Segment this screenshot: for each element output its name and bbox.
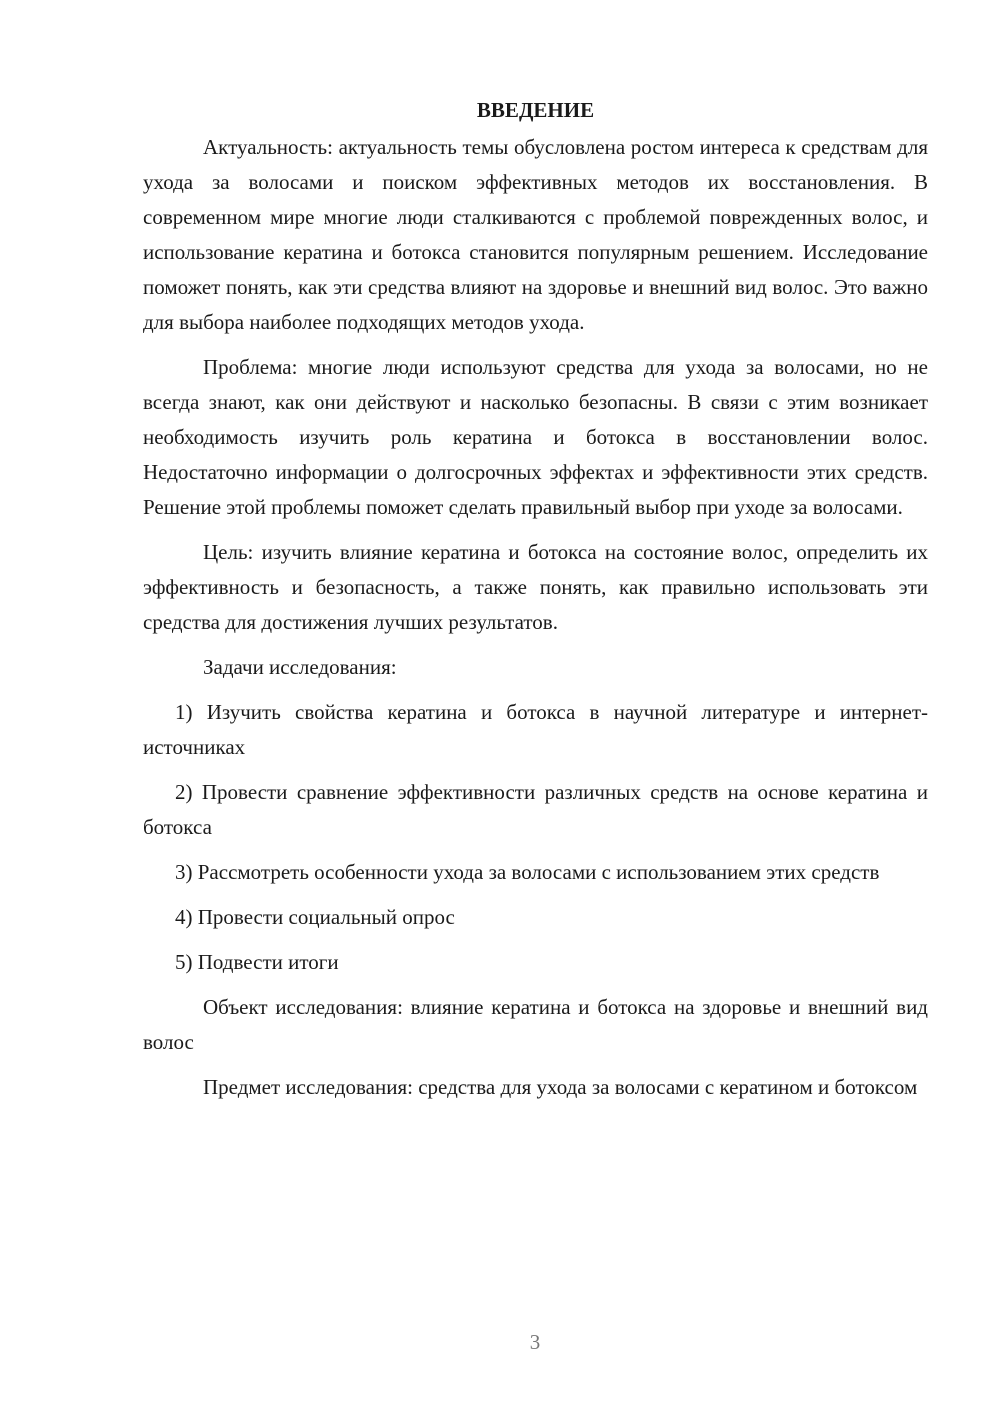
page-number: 3: [529, 1330, 541, 1354]
task-item: 2) Провести сравнение эффективности различных средств на основе кератина и ботокса: [143, 780, 928, 839]
task-item: 1) Изучить свойства кератина и ботокса в научной литературе и интернет-источниках: [143, 700, 928, 759]
paragraph-goal: Цель: изучить влияние кератина и ботокса на состояние волос, определить их эффективность и безопасность, а также понять, как правильно использовать эти средства для достижения лучших результатов.: [143, 540, 928, 634]
section-title: ВВЕДЕНИЕ: [476, 98, 595, 122]
paragraph-subject: Предмет исследования: средства для ухода за волосами с кератином и ботоксом: [203, 1075, 918, 1099]
paragraph-problem: Проблема: многие люди используют средства для ухода за волосами, но не всегда знают, как они действуют и насколько безопасны. В связи с этим возникает необходимость изучить роль кератина и ботокса в восстановлении волос. Недостаточно информации о долгосрочных эффектах и эффективности этих средств. Решение этой проблемы поможет сделать правильный выбор при уходе за волосами.: [143, 355, 928, 519]
task-item: 5) Подвести итоги: [175, 950, 339, 974]
paragraph-relevance: Актуальность: актуальность темы обусловлена ростом интереса к средствам для ухода за волосами и поиском эффективных методов их восстановления. В современном мире многие люди сталкиваются с проблемой поврежденных волос, и использование кератина и ботокса становится популярным решением. Исследование поможет понять, как эти средства влияют на здоровье и внешний вид волос. Это важно для выбора наиболее подходящих методов ухода.: [143, 135, 928, 334]
paragraph-object: Объект исследования: влияние кератина и ботокса на здоровье и внешний вид волос: [143, 995, 928, 1054]
task-item: 3) Рассмотреть особенности ухода за волосами с использованием этих средств: [175, 860, 880, 884]
task-item: 4) Провести социальный опрос: [175, 905, 455, 929]
tasks-heading: Задачи исследования:: [203, 655, 397, 679]
document-page: [143, 93, 928, 1115]
